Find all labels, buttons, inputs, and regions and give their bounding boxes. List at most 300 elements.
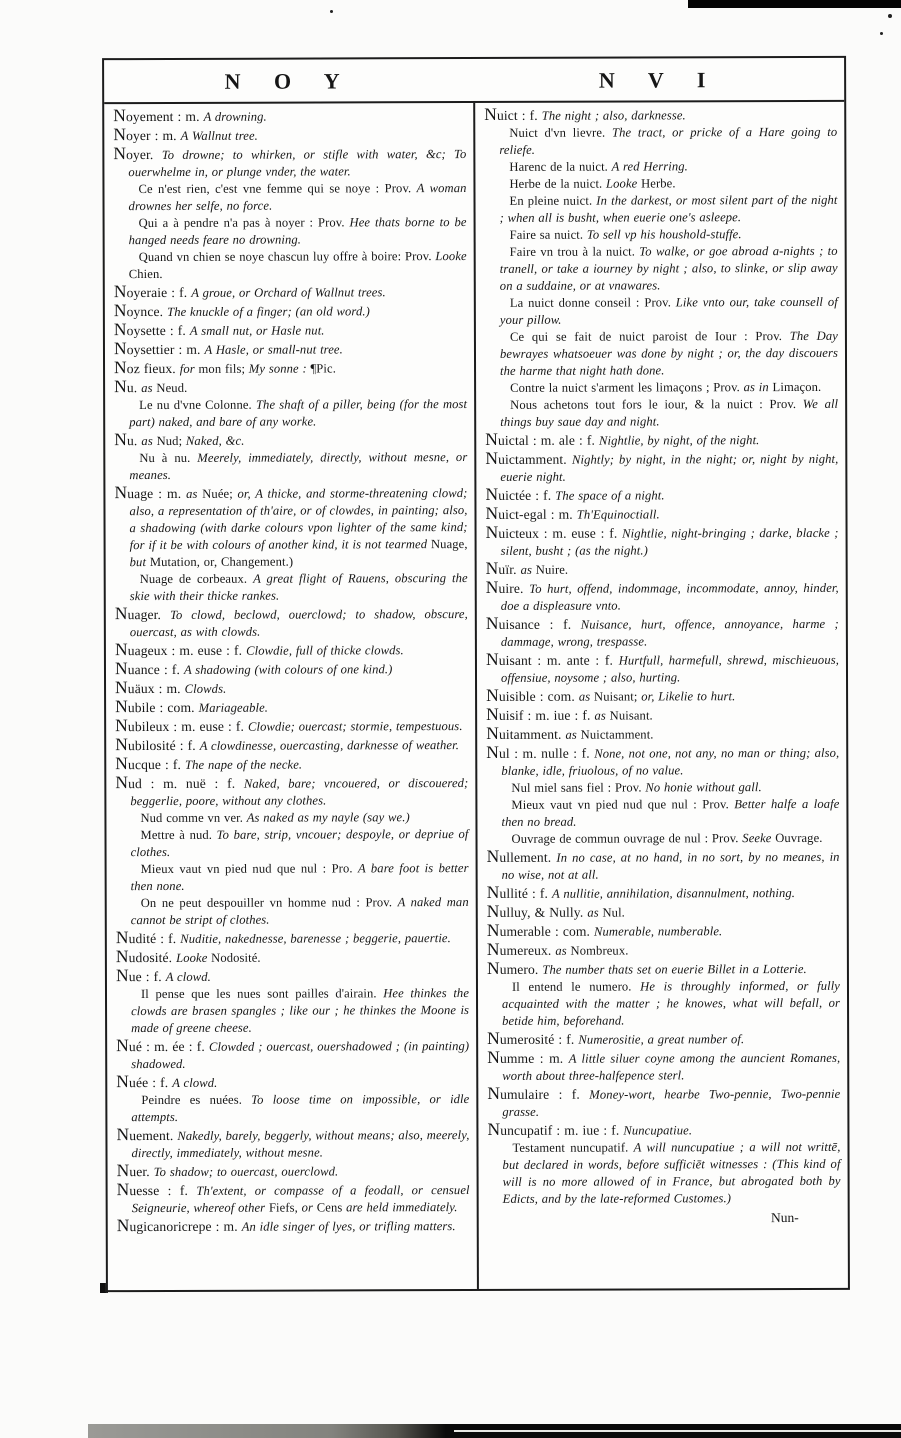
gloss-text: A great flight of Rauens, obscuring the skie with their thicke rankes. <box>129 571 468 604</box>
headword: Noyement : m. <box>113 105 204 126</box>
dictionary-entry <box>114 430 467 450</box>
headword-initial: N <box>486 900 500 921</box>
headword-initial: N <box>114 429 128 450</box>
dictionary-entry <box>115 604 468 641</box>
headword: Nuïr. <box>485 557 521 578</box>
headword-initial: N <box>485 612 499 633</box>
dictionary-subentry <box>487 1139 840 1208</box>
headword: Numulaire : f. <box>487 1082 590 1103</box>
gloss-text: Nuncupatiue. <box>623 1123 693 1138</box>
headword-initial: N <box>487 1082 501 1103</box>
headword: Nud : m. nuë : f. <box>115 772 244 793</box>
gloss-text: as <box>141 381 157 396</box>
gloss-text: as <box>565 727 581 742</box>
headword-initial: N <box>114 639 128 660</box>
headword-initial: N <box>113 319 127 340</box>
headword-initial: N <box>486 938 500 959</box>
dictionary-entry <box>486 614 839 651</box>
headword: Nul : m. nulle : f. <box>486 741 595 762</box>
headword: Nullement. <box>486 845 557 866</box>
gloss-text: No honie without gall. <box>645 780 762 795</box>
headword-initial: N <box>487 1118 501 1139</box>
gloss-text: Th'Equinoctiall. <box>576 507 660 522</box>
dictionary-subentry <box>116 860 469 895</box>
dictionary-subentry <box>485 396 838 431</box>
roman-text: Faire sa nuict. <box>509 227 587 242</box>
headword-initial: N <box>113 124 127 145</box>
gloss-text: A small nut, or Hasle nut. <box>189 323 325 338</box>
gloss-text: as <box>555 943 571 958</box>
gloss-text: Nightlie, night-bringing ; darke, blacke ; silent, busht ; (as the night.) <box>500 525 839 558</box>
headword-initial: N <box>113 281 127 302</box>
headword: Numereux. <box>486 938 556 959</box>
gloss-text: To clowd, beclowd, ouerclowd; to shadow, obscure, ouercast, as with clowds. <box>129 607 468 640</box>
roman-text: Mieux vaut vn pied nud que nul : Pro. <box>140 861 358 877</box>
gloss-text: Looke <box>435 249 467 264</box>
dictionary-entry <box>486 705 839 725</box>
headword: Numerable : com. <box>486 919 595 940</box>
headword: Nucque : f. <box>115 753 186 774</box>
gloss-text: as <box>520 562 536 577</box>
dictionary-subentry <box>485 379 838 397</box>
headword: Noyeraie : f. <box>113 281 192 302</box>
roman-text: Mettre à nud. <box>140 827 217 843</box>
headword: Nudité : f. <box>115 927 181 948</box>
dictionary-entry <box>487 940 840 960</box>
dictionary-entry <box>116 966 469 986</box>
headword: Noyer : m. <box>113 124 181 145</box>
roman-text: Peindre es nuées. <box>141 1092 252 1108</box>
roman-text: Nuire. <box>535 562 569 577</box>
gloss-text: for <box>179 361 199 376</box>
roman-text: Chien. <box>128 266 163 282</box>
gloss-text: Th'extent, or compasse of a feodall, or censuel Seigneurie, whereof other <box>131 1183 470 1216</box>
dictionary-subentry <box>484 192 837 227</box>
roman-text: Harenc de la nuict. <box>509 159 612 174</box>
running-head <box>104 58 844 104</box>
roman-text: Le nu d'vne Colonne. <box>139 397 256 413</box>
dictionary-entry <box>114 339 467 359</box>
dictionary-entry <box>116 1125 469 1162</box>
gloss-text: are held immediately. <box>346 1200 458 1215</box>
headword-initial: N <box>113 300 127 321</box>
headword: Numme : m. <box>487 1046 569 1067</box>
gloss-text: A red Herring. <box>611 159 688 174</box>
headword-initial: N <box>487 1046 500 1067</box>
dictionary-entry <box>485 485 838 505</box>
gloss-text: A clowd. <box>172 1075 218 1090</box>
dictionary-subentry <box>115 570 468 605</box>
headword: Nue : f. <box>115 965 166 986</box>
dictionary-subentry <box>485 243 838 295</box>
headword: Nuict : f. <box>484 103 542 124</box>
gloss-text: My sonne : <box>248 361 311 376</box>
headword-initial: N <box>116 1215 130 1236</box>
headword: Noyer. <box>113 143 162 164</box>
gloss-text: An idle singer of lyes, or trifling matters. <box>241 1219 456 1234</box>
headword-initial: N <box>116 1179 130 1200</box>
headword: Nu. <box>114 429 142 450</box>
headword-initial: N <box>485 521 499 542</box>
headword: Nuager. <box>114 603 171 624</box>
headword-initial: N <box>115 715 128 736</box>
dictionary-subentry <box>484 124 837 159</box>
gloss-text: As naked as my nayle (say we.) <box>246 810 410 825</box>
headword: Nullité : f. <box>486 881 553 902</box>
gloss-text: The shaft of a piller, being (for the most part) naked, and bare of any worke. <box>129 397 468 430</box>
roman-text: Limaçon. <box>772 379 822 395</box>
dictionary-entry <box>116 947 469 967</box>
dictionary-entry <box>486 559 839 579</box>
gloss-text: as in <box>743 380 773 395</box>
roman-text: Fiefs, <box>268 1200 302 1215</box>
headword: Nugicanoricrepe : m. <box>116 1215 242 1236</box>
gloss-text: A clowd. <box>165 969 211 984</box>
dictionary-subentry <box>484 175 837 193</box>
gloss-text: Numerositie, a great number of. <box>578 1032 745 1047</box>
headword: Noysette : f. <box>113 319 190 340</box>
dictionary-subentry <box>485 294 838 329</box>
gloss-text: The number thats set on euerie Billet in a Lotterie. <box>542 961 807 977</box>
dictionary-entry <box>487 959 840 979</box>
gloss-text: The knuckle of a finger; (an old word.) <box>167 304 370 319</box>
gloss-text: To shadow; to ouercast, ouerclowd. <box>153 1164 339 1180</box>
roman-text: Nul miel sans fiel : Prov. <box>511 780 646 795</box>
headword-initial: N <box>114 357 127 378</box>
dictionary-entry <box>114 483 467 571</box>
gloss-text: Looke <box>606 176 642 191</box>
dictionary-entry <box>487 921 840 941</box>
headword: Nuer. <box>116 1160 154 1181</box>
roman-text: ¶Pic. <box>310 361 336 376</box>
headword: Nuäux : m. <box>115 677 185 698</box>
dictionary-entry <box>116 1036 469 1073</box>
gloss-text: Mariageable. <box>198 700 269 715</box>
dictionary-entry <box>115 754 468 774</box>
dictionary-entry <box>114 301 467 321</box>
roman-text: Nuage, <box>430 537 468 552</box>
headword-initial: N <box>116 1160 130 1181</box>
headword: Nuisance : f. <box>485 612 581 633</box>
gloss-text: A will nuncupatiue ; a will not writtē, but declared in words, before sufficiēt witnesses : (This kind of will is no more allowed of in France, but abrogated both by Edicts, and by the late-reformed Customes.) <box>502 1139 841 1206</box>
dictionary-subentry <box>485 328 838 380</box>
headword-initial: N <box>115 696 128 717</box>
dictionary-entry <box>486 686 839 706</box>
headword-initial: N <box>116 1035 129 1056</box>
headword: Nuicteux : m. euse : f. <box>485 521 623 542</box>
roman-text: Ouvrage de commun ouvrage de nul : Prov. <box>511 831 743 846</box>
gloss-text: A naked man cannot be stript of clothes. <box>130 895 469 928</box>
gloss-text: A clowdinesse, ouercasting, darknesse of weather. <box>199 738 459 753</box>
gloss-text: Numerable, numberable. <box>593 924 723 939</box>
dictionary-entry <box>485 430 838 450</box>
roman-text: Testament nuncupatif. <box>512 1140 634 1155</box>
headword-initial: N <box>114 603 128 624</box>
dictionary-entry <box>115 735 468 755</box>
headword: Nudosité. <box>115 946 177 967</box>
headword-initial: N <box>115 946 129 967</box>
gloss-text: Clowds. <box>184 681 227 696</box>
headword-initial: N <box>116 1071 130 1092</box>
gloss-text: Clowdie, full of thicke clowds. <box>246 643 404 658</box>
roman-text: Nuisant. <box>609 708 653 723</box>
roman-text: Herbe de la nuict. <box>509 176 607 191</box>
headword: Numerosité : f. <box>487 1027 579 1048</box>
roman-text: Il entend le numero. <box>511 979 641 994</box>
headword-initial: N <box>485 648 499 669</box>
headword-initial: N <box>115 927 129 948</box>
headword: Nuement. <box>116 1124 178 1145</box>
dictionary-entry <box>487 847 840 884</box>
gloss-text: or, A thicke, and storme-threatening clowd; also, a representation of th'aire, or of clowdes, in painting; also, a shadowing (with darke colours vpon lighter of the same kind; for if it be with colours of another kind, it is not tearmed <box>129 486 468 553</box>
dictionary-subentry <box>116 1091 469 1126</box>
gloss-text: A woman drownes her selfe, no force. <box>128 181 467 214</box>
headword: Nuire. <box>485 576 530 597</box>
scan-speck <box>880 32 883 35</box>
gloss-text: To loose time on impossible, or idle attempts. <box>131 1092 470 1125</box>
dictionary-entry <box>115 773 468 810</box>
dictionary-entry <box>485 504 838 524</box>
gloss-text: Money-wort, hearbe Two-pennie, Two-pennie grasse. <box>502 1086 841 1119</box>
roman-text: Nul. <box>602 905 625 920</box>
headword: Nuitamment. <box>486 722 566 743</box>
gloss-text: He is throughly informed, or fully acquainted with the matter ; he knowes, what will befall, or betide him, beforehand. <box>502 978 841 1028</box>
headword-initial: N <box>113 338 127 359</box>
roman-text: Cens <box>316 1200 347 1215</box>
headword-initial: N <box>487 1027 500 1048</box>
gloss-text: The nape of the necke. <box>184 757 303 772</box>
dictionary-subentry <box>487 978 840 1030</box>
headword-initial: N <box>485 557 499 578</box>
gloss-text: A little siluer coyne among the auncient Romanes, worth about three-halfepence sterl. <box>502 1050 841 1083</box>
headword: Nuisant : m. ante : f. <box>485 648 619 669</box>
dictionary-entry <box>115 716 468 736</box>
dictionary-entry <box>117 1161 470 1181</box>
dictionary-subentry <box>116 985 469 1037</box>
gloss-text: Seeke <box>742 831 776 846</box>
scan-artifact-bottom-gap <box>454 1430 901 1432</box>
dictionary-entry <box>115 697 468 717</box>
headword: Nuictamment. <box>485 447 573 468</box>
dictionary-entry <box>486 743 839 780</box>
dictionary-entry <box>485 449 838 486</box>
text-columns <box>104 102 848 1290</box>
headword: Nuncupatif : m. iue : f. <box>487 1118 624 1139</box>
scan-artifact-bottom-band <box>88 1424 901 1438</box>
roman-text: Nuictamment. <box>580 727 654 742</box>
roman-text: Nuisant; <box>593 689 642 704</box>
dictionary-subentry <box>113 180 466 215</box>
gloss-text: Hurtfull, harmefull, shrewd, mischieuous, offensiue, noysome ; also, hurting. <box>500 652 839 685</box>
headword-initial: N <box>114 376 127 397</box>
dictionary-entry <box>115 678 468 698</box>
gloss-text: A nullitie, annihilation, disannulment, nothing. <box>551 885 796 901</box>
dictionary-entry <box>487 1120 840 1140</box>
dictionary-entry <box>117 1180 470 1217</box>
gloss-text: None, not one, not any, no man or thing; also, blanke, idle, friuolous, of no value. <box>501 745 840 778</box>
gloss-text: A Wallnut tree. <box>180 128 258 143</box>
gloss-text: A bare foot is better then none. <box>130 861 469 894</box>
dictionary-entry <box>117 1216 470 1236</box>
headword-initial: N <box>485 483 499 504</box>
roman-text: Il pense que les nues sont pailles d'airain. <box>140 986 384 1002</box>
gloss-text: Naked, bare; vncouered, or discouered; beggerlie, poore, without any clothes. <box>130 776 469 809</box>
headword: Nu. <box>114 376 142 397</box>
headword-initial: N <box>485 428 499 449</box>
roman-text: On ne peut despouiller vn homme nud : Prov. <box>140 895 398 911</box>
headword: Nulluy, & Nully. <box>486 900 588 921</box>
dictionary-entry <box>484 105 837 125</box>
dictionary-entry <box>114 377 467 397</box>
roman-text: Neud. <box>156 380 188 396</box>
dictionary-subentry <box>114 396 467 431</box>
headword-initial: N <box>484 103 498 124</box>
headword-initial: N <box>115 772 129 793</box>
dictionary-entry <box>114 282 467 302</box>
gloss-text: To sell vp his houshold-stuffe. <box>586 227 742 242</box>
roman-text: Ce n'est rien, c'est vne femme qui se noye : Prov. <box>138 181 417 197</box>
scan-speck <box>888 14 892 18</box>
gloss-text: as <box>141 434 157 449</box>
gloss-text: To drowne; to whirken, or stifle with water, &c; To ouerwhelme in, or plunge vnder, the water. <box>128 147 467 180</box>
running-title-right: N V I <box>598 67 720 93</box>
headword: Nuisif : m. iue : f. <box>486 703 595 724</box>
roman-text: Nu à nu. <box>139 450 198 466</box>
headword-initial: N <box>486 919 500 940</box>
gloss-text: A shadowing (with colours of one kind.) <box>183 662 393 677</box>
dictionary-entry <box>487 1048 840 1085</box>
dictionary-entry <box>115 640 468 660</box>
gloss-text: Meerely, immediately, directly, without mesne, or meanes. <box>129 450 468 483</box>
dictionary-entry <box>113 106 466 126</box>
roman-text: Ce qui se fait de nuict paroist de Iour : Prov. <box>509 329 790 344</box>
roman-text: Nombreux. <box>570 943 629 958</box>
dictionary-subentry <box>114 248 467 283</box>
roman-text: Mutation, or, Changement.) <box>149 554 294 570</box>
roman-text: Herbe. <box>641 176 676 191</box>
headword-initial: N <box>113 143 127 164</box>
gloss-text: Like vnto our, take counsell of your pillow. <box>499 294 838 327</box>
headword: Nué : m. ée : f. <box>116 1035 209 1056</box>
headword: Nuesse : f. <box>116 1179 197 1200</box>
headword-initial: N <box>115 677 128 698</box>
column-left <box>104 103 477 1290</box>
dictionary-entry <box>487 1029 840 1049</box>
headword: Nuageux : m. euse : f. <box>114 639 247 660</box>
dictionary-entry <box>486 724 839 744</box>
headword: Nuict-egal : m. <box>485 502 577 523</box>
headword-initial: N <box>115 734 128 755</box>
gloss-text: In no case, at no hand, in no sort, by no meanes, in no wise, not at all. <box>501 849 840 882</box>
dictionary-entry <box>113 125 466 145</box>
gloss-text: Nuisance, hurt, offence, annoyance, harme ; dammage, wrong, trespasse. <box>500 616 839 649</box>
roman-text: Nuict d'vn lievre. <box>509 125 613 140</box>
gloss-text: We all things buy saue day and night. <box>500 396 839 429</box>
gloss-text: Nakedly, barely, beggerly, without means; also, meerely, directly, immediately, without mesne. <box>131 1128 470 1161</box>
gloss-text: In the darkest, or most silent part of the night ; when all is busht, when euerie one's asleepe. <box>499 192 838 225</box>
roman-text: Ouvrage. <box>775 830 823 846</box>
dictionary-subentry <box>114 214 467 249</box>
headword: Noz fieux. <box>114 357 180 378</box>
roman-text: Nodosité. <box>211 950 261 965</box>
dictionary-entry <box>487 883 840 903</box>
headword: Nubileux : m. euse : f. <box>115 715 249 736</box>
headword-initial: N <box>486 881 500 902</box>
dictionary-subentry <box>484 158 837 176</box>
gloss-text: as <box>186 486 203 501</box>
dictionary-entry <box>487 902 840 922</box>
gloss-text: A groue, or Orchard of Wallnut trees. <box>191 285 386 300</box>
headword-initial: N <box>114 482 128 503</box>
gloss-text: Nuditie, nakednesse, barenesse ; beggerie, pauertie. <box>180 931 451 946</box>
gloss-text: The space of a night. <box>555 488 665 503</box>
gloss-text: or <box>301 1200 317 1215</box>
dictionary-subentry <box>115 809 468 827</box>
roman-text: Nous achetons tout fors le iour, & la nuict : Prov. <box>510 396 803 412</box>
gloss-text: Clowded ; ouercast, ouershadowed ; (in painting) shadowed. <box>131 1039 470 1072</box>
gloss-text: as <box>594 708 610 723</box>
headword-initial: N <box>116 1124 130 1145</box>
headword-initial: N <box>486 722 499 743</box>
gloss-text: The night ; also, darknesse. <box>541 108 686 123</box>
dictionary-entry <box>113 144 466 181</box>
dictionary-entry <box>486 523 839 560</box>
gloss-text: Looke <box>176 950 212 965</box>
roman-text: Qui a à pendre n'a pas à noyer : Prov. <box>138 215 350 231</box>
gloss-text: Better halfe a loafe then no bread. <box>501 796 840 829</box>
gloss-text: but <box>129 555 150 570</box>
headword: Nuage : m. <box>114 482 187 503</box>
gloss-text: or, Likelie to hurt. <box>641 689 736 704</box>
gloss-text: To bare, strip, vncouer; despoyle, or depriue of clothes. <box>130 827 469 860</box>
dictionary-entry <box>486 578 839 615</box>
headword-initial: N <box>485 502 499 523</box>
gloss-text: as <box>578 689 595 704</box>
gloss-text: A Hasle, or small-nut tree. <box>204 342 343 357</box>
gloss-text: Hee thats borne to be hanged needs feare no drowning. <box>128 215 467 248</box>
gloss-text: The Day bewrayes whatsoeuer was done by night ; or, the day discouers the harme that night hath done. <box>499 328 839 378</box>
headword: Nuisible : com. <box>486 684 579 705</box>
dictionary-subentry <box>115 826 468 861</box>
gloss-text: To hurt, offend, indommage, incommodate, annoy, hinder, doe a displeasure vnto. <box>500 580 839 613</box>
scan-speck <box>330 10 333 13</box>
roman-text: mon fils; <box>198 361 249 376</box>
gloss-text: To walke, or goe abroad a-nights ; to tranell, or take a iourney by night ; also, to slinke, or slip away on a suddaine, or at vnawares. <box>499 243 838 293</box>
headword-initial: N <box>486 957 500 978</box>
gloss-text: A drowning. <box>203 109 267 124</box>
roman-text: La nuict donne conseil : Prov. <box>509 295 676 310</box>
roman-text: Contre la nuict s'arment les limaçons ; Prov. <box>510 380 744 395</box>
headword: Nuance : f. <box>114 658 184 679</box>
dictionary-subentry <box>116 894 469 929</box>
dictionary-subentry <box>485 226 838 244</box>
dictionary-entry <box>116 1072 469 1092</box>
dictionary-subentry <box>114 449 467 484</box>
gloss-text: Nightly; by night, in the night; or, night by night, euerie night. <box>500 451 839 484</box>
running-title-left: N O Y <box>224 68 354 94</box>
dictionary-subentry <box>486 779 839 797</box>
headword: Numero. <box>486 957 543 978</box>
headword-initial: N <box>115 965 129 986</box>
headword-initial: N <box>486 741 500 762</box>
page-frame <box>102 56 850 1292</box>
gloss-text: Hee thinkes the clowds are brasen spangles ; like our ; he thinkes the Moone is made of greene cheese. <box>131 986 470 1036</box>
headword-initial: N <box>486 684 499 705</box>
gloss-text: The tract, or pricke of a Hare going to reliefe. <box>499 124 838 157</box>
roman-text: En pleine nuict. <box>509 193 597 208</box>
gloss-text: as <box>587 905 603 920</box>
dictionary-entry <box>114 358 467 378</box>
